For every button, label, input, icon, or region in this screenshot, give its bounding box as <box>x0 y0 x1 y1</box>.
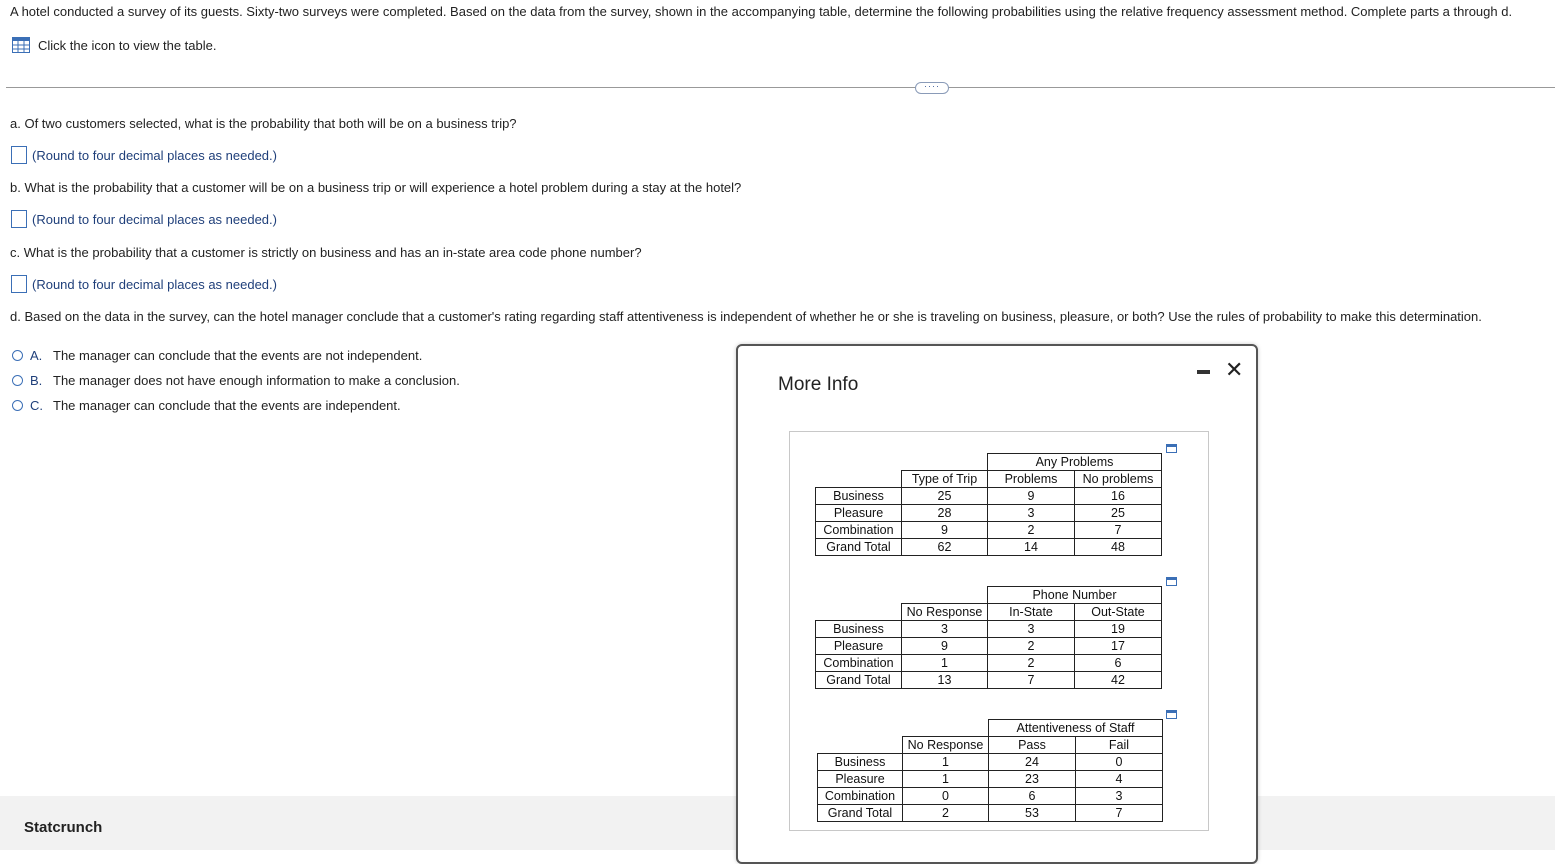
cell: 2 <box>903 805 989 822</box>
answer-input-b[interactable] <box>11 210 27 228</box>
minimize-icon[interactable] <box>1197 370 1210 374</box>
option-b[interactable] <box>12 373 460 388</box>
round-hint-b: (Round to four decimal places as needed.) <box>32 211 277 227</box>
cell: 53 <box>989 805 1076 822</box>
dialog-title: More Info <box>778 374 859 395</box>
tables-panel <box>789 431 1209 831</box>
view-table-label[interactable]: Click the icon to view the table. <box>38 37 217 53</box>
cell: 3 <box>1076 788 1163 805</box>
question-b: b. What is the probability that a customer will be on a business trip or will experience a hotel problem during a stay at the hotel? <box>10 180 742 195</box>
cell: 17 <box>1075 638 1162 655</box>
cell: 0 <box>1076 754 1163 771</box>
question-c: c. What is the probability that a customer is strictly on business and has an in-state area code phone number? <box>10 245 642 260</box>
statcrunch-link[interactable]: Statcrunch <box>24 819 103 836</box>
cell: 4 <box>1076 771 1163 788</box>
row-label: Pleasure <box>816 505 902 522</box>
table-row <box>816 539 1162 556</box>
col-header: No problems <box>1075 471 1162 488</box>
answer-row-b <box>11 210 277 228</box>
option-c-letter: C. <box>30 398 43 413</box>
cell: 16 <box>1075 488 1162 505</box>
cell: 25 <box>902 488 988 505</box>
row-label: Combination <box>816 655 902 672</box>
col-header: Out-State <box>1075 604 1162 621</box>
problem-intro: A hotel conducted a survey of its guests. Sixty-two surveys were completed. Based on the data from the survey, shown in the accompanying table, determine the following probabilities using the relative frequency assessment method. Complete parts a through d. <box>10 4 1513 19</box>
cell: 7 <box>988 672 1075 689</box>
cell: 7 <box>1075 522 1162 539</box>
round-hint-c: (Round to four decimal places as needed.) <box>32 276 277 292</box>
option-c[interactable] <box>12 398 401 413</box>
radio-option-a[interactable] <box>12 350 23 361</box>
cell: 14 <box>988 539 1075 556</box>
copy-table-2-icon[interactable] <box>1166 574 1177 589</box>
answer-row-a <box>11 146 277 164</box>
cell: 6 <box>1075 655 1162 672</box>
answer-input-a[interactable] <box>11 146 27 164</box>
option-a-text: The manager can conclude that the events are not independent. <box>53 348 423 363</box>
first-col-header: No Response <box>902 604 988 621</box>
table-row <box>816 505 1162 522</box>
row-label: Pleasure <box>818 771 903 788</box>
cell: 3 <box>902 621 988 638</box>
cell: 6 <box>989 788 1076 805</box>
cell: 2 <box>988 655 1075 672</box>
row-label: Grand Total <box>816 539 902 556</box>
col-header: Pass <box>989 737 1076 754</box>
cell: 0 <box>903 788 989 805</box>
answer-row-c <box>11 275 277 293</box>
cell: 1 <box>903 754 989 771</box>
cell: 3 <box>988 621 1075 638</box>
table-row <box>818 754 1163 771</box>
col-header: Fail <box>1076 737 1163 754</box>
row-label: Business <box>816 488 902 505</box>
option-b-letter: B. <box>30 373 43 388</box>
cell: 7 <box>1076 805 1163 822</box>
radio-option-c[interactable] <box>12 400 23 411</box>
table-row <box>816 672 1162 689</box>
row-label: Business <box>818 754 903 771</box>
round-hint-a: (Round to four decimal places as needed.) <box>32 147 277 163</box>
table-row <box>816 522 1162 539</box>
cell: 28 <box>902 505 988 522</box>
group-header: Attentiveness of Staff <box>989 720 1163 737</box>
table-row <box>816 621 1162 638</box>
cell: 62 <box>902 539 988 556</box>
row-label: Pleasure <box>816 638 902 655</box>
option-b-text: The manager does not have enough information to make a conclusion. <box>53 373 460 388</box>
cell: 1 <box>903 771 989 788</box>
more-info-dialog <box>736 344 1258 864</box>
answer-input-c[interactable] <box>11 275 27 293</box>
cell: 23 <box>989 771 1076 788</box>
section-divider <box>6 87 1555 88</box>
table-row <box>816 655 1162 672</box>
table-row <box>818 805 1163 822</box>
question-a: a. Of two customers selected, what is the probability that both will be on a business trip? <box>10 116 517 131</box>
radio-option-b[interactable] <box>12 375 23 386</box>
cell: 9 <box>902 638 988 655</box>
row-label: Combination <box>816 522 902 539</box>
cell: 2 <box>988 638 1075 655</box>
copy-table-1-icon[interactable] <box>1166 441 1177 456</box>
cell: 25 <box>1075 505 1162 522</box>
option-c-text: The manager can conclude that the events are independent. <box>53 398 401 413</box>
table-row <box>816 638 1162 655</box>
group-header: Phone Number <box>988 587 1162 604</box>
type-of-trip-table <box>815 453 1162 556</box>
cell: 3 <box>988 505 1075 522</box>
view-table-link[interactable] <box>12 37 216 53</box>
cell: 24 <box>989 754 1076 771</box>
row-label: Grand Total <box>816 672 902 689</box>
first-col-header: Type of Trip <box>902 471 988 488</box>
col-header: Problems <box>988 471 1075 488</box>
cell: 48 <box>1075 539 1162 556</box>
cell: 42 <box>1075 672 1162 689</box>
row-label: Grand Total <box>818 805 903 822</box>
table-row <box>816 488 1162 505</box>
cell: 9 <box>902 522 988 539</box>
cell: 1 <box>902 655 988 672</box>
first-col-header: No Response <box>903 737 989 754</box>
table-row <box>818 771 1163 788</box>
phone-number-table <box>815 586 1162 689</box>
close-icon[interactable]: ✕ <box>1225 357 1244 382</box>
group-header: Any Problems <box>988 454 1162 471</box>
row-label: Business <box>816 621 902 638</box>
expand-ellipsis-button[interactable]: ···· <box>915 82 949 94</box>
option-a[interactable] <box>12 348 422 363</box>
table-grid-icon[interactable] <box>12 37 30 53</box>
cell: 9 <box>988 488 1075 505</box>
cell: 2 <box>988 522 1075 539</box>
col-header: In-State <box>988 604 1075 621</box>
row-label: Combination <box>818 788 903 805</box>
attentiveness-table <box>817 719 1163 822</box>
option-a-letter: A. <box>30 348 43 363</box>
question-d: d. Based on the data in the survey, can the hotel manager conclude that a customer's rating regarding staff attentiveness is independent of whether he or she is traveling on business, pleasure, or both? Use the rules of probability to make this determination. <box>10 309 1482 324</box>
copy-table-3-icon[interactable] <box>1166 707 1177 722</box>
cell: 13 <box>902 672 988 689</box>
table-row <box>818 788 1163 805</box>
cell: 19 <box>1075 621 1162 638</box>
